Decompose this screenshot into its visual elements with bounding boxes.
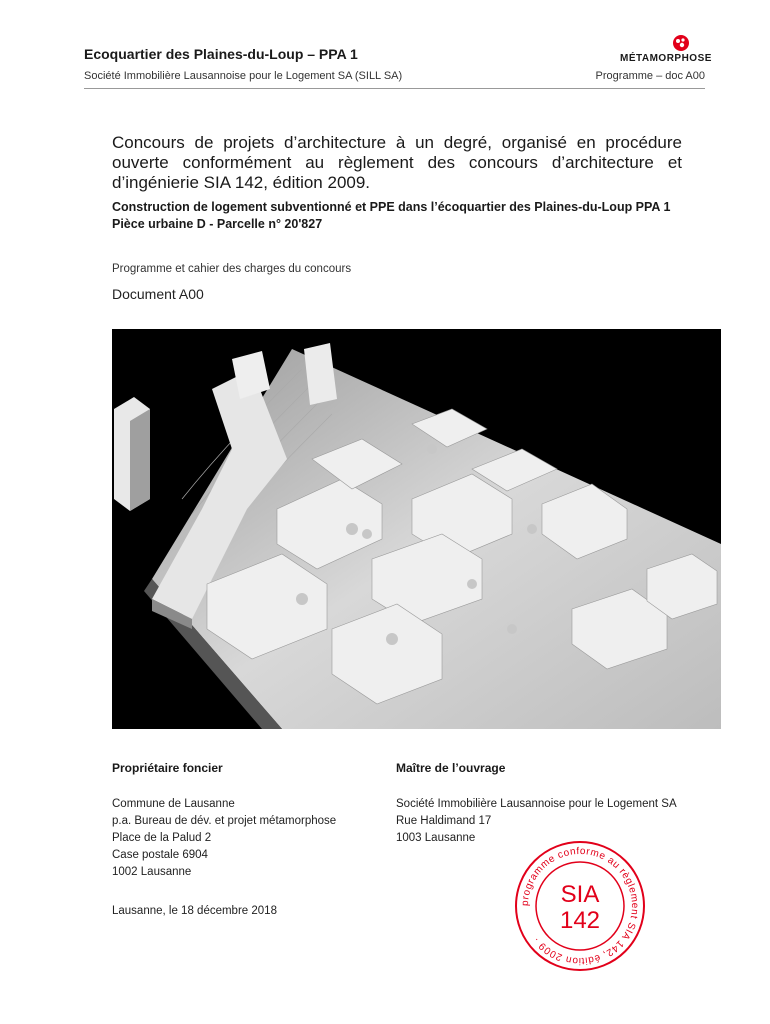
site-model-photo [112,329,721,729]
owner-heading: Propriétaire foncier [112,761,223,775]
program-label: Programme et cahier des charges du concours [112,263,352,275]
svg-text:programme conforme au règlemen: programme conforme au règlement SIA 142, édition 2009 · [519,845,641,967]
owner-line: p.a. Bureau de dév. et projet métamorphose [112,815,337,827]
header-title: Ecoquartier des Plaines-du-Loup – PPA 1 [84,46,358,62]
header-subtitle: Société Immobilière Lausannoise pour le Logement SA (SILL SA) [84,70,403,82]
owner-address [112,796,336,881]
client-line: Rue Haldimand 17 [396,815,492,827]
subtitle-line-1: Construction de logement subventionné et PPE dans l’écoquartier des Plaines-du-Loup PPA 1 [112,200,671,214]
subtitle-line-2: Pièce urbaine D - Parcelle n° 20'827 [112,217,323,231]
document-label: Document A00 [112,286,204,302]
owner-line: Place de la Palud 2 [112,832,212,844]
intro-paragraph: Concours de projets d’architecture à un degré, organisé en procédure ouverte conformément au règlement des concours d’architecture et d’ingénierie SIA 142, édition 2009. [112,133,682,192]
project-subtitle [112,199,692,233]
logo-text: MÉTAMORPHOSE [620,53,712,64]
client-heading: Maître de l’ouvrage [396,761,506,775]
svg-text:SIA: SIA [560,881,600,908]
client-line: 1003 Lausanne [396,832,476,844]
svg-text:142: 142 [559,907,601,934]
header-divider [84,88,705,89]
owner-line: 1002 Lausanne [112,866,192,878]
client-line: Société Immobilière Lausannoise pour le Logement SA [396,798,677,810]
doc-reference: Programme – doc A00 [595,70,705,82]
owner-line: Commune de Lausanne [112,798,235,810]
date-line: Lausanne, le 18 décembre 2018 [112,905,277,917]
owner-line: Case postale 6904 [112,849,208,861]
sia-142-stamp [512,838,648,974]
